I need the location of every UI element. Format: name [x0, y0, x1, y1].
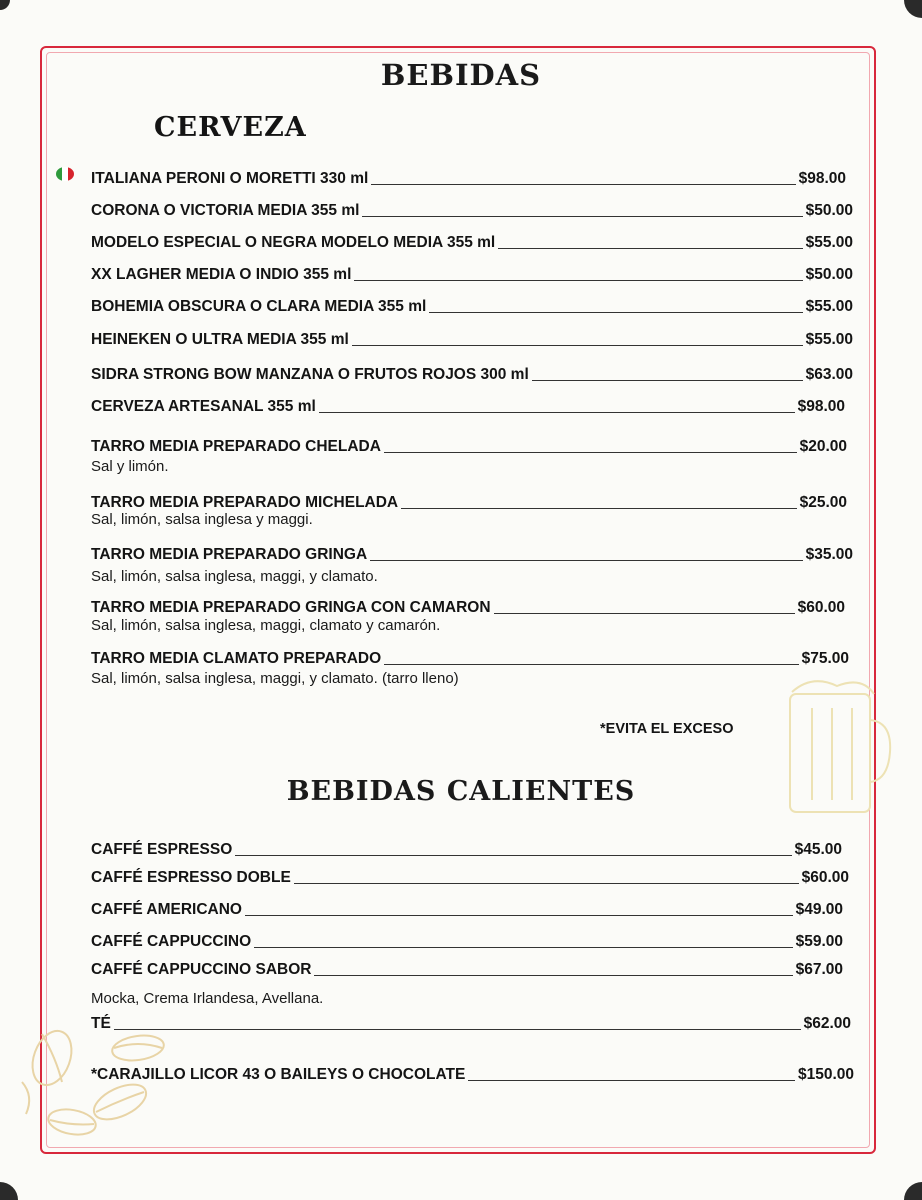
- moderation-note: *EVITA EL EXCESO: [600, 721, 734, 737]
- leader-line: [314, 975, 792, 976]
- page-corner: [904, 0, 922, 18]
- menu-item: [91, 901, 843, 919]
- menu-item: [91, 841, 842, 859]
- leader-line: [352, 345, 803, 346]
- menu-item-price: $55.00: [805, 234, 853, 251]
- menu-item-description: Sal, limón, salsa inglesa y maggi.: [91, 511, 313, 528]
- menu-item-price: $59.00: [795, 933, 843, 950]
- menu-item-name: CAFFÉ CAPPUCCINO: [91, 933, 252, 950]
- menu-item-name: TÉ: [91, 1015, 111, 1032]
- section-heading-calientes: BEBIDAS CALIENTES: [286, 776, 636, 807]
- menu-item-name: TARRO MEDIA PREPARADO CHELADA: [91, 438, 381, 455]
- menu-item-name: MODELO ESPECIAL O NEGRA MODELO MEDIA 355 ml: [91, 234, 496, 251]
- menu-item-price: $35.00: [805, 546, 853, 563]
- menu-item: [91, 170, 846, 188]
- menu-item: [91, 546, 853, 564]
- menu-item-price: $25.00: [799, 494, 847, 511]
- menu-item-name: CAFFÉ ESPRESSO: [91, 841, 233, 858]
- leader-line: [294, 883, 799, 884]
- menu-item: [91, 234, 853, 252]
- menu-item: [91, 202, 853, 220]
- menu-item-description: Sal, limón, salsa inglesa, maggi, y clamato.: [91, 568, 378, 585]
- leader-line: [254, 947, 792, 948]
- menu-item-description: Sal, limón, salsa inglesa, maggi, y clamato. (tarro lleno): [91, 670, 459, 687]
- leader-line: [429, 312, 802, 313]
- page-corner: [0, 1182, 18, 1200]
- coffee-beans-icon: [12, 1022, 172, 1162]
- menu-item-price: $62.00: [803, 1015, 851, 1032]
- menu-item-name: SIDRA STRONG BOW MANZANA O FRUTOS ROJOS 300 ml: [91, 366, 529, 383]
- menu-item-price: $55.00: [805, 331, 853, 348]
- menu-item-description: Sal, limón, salsa inglesa, maggi, clamato y camarón.: [91, 617, 441, 634]
- page-title: BEBIDAS: [380, 58, 542, 92]
- menu-item-description: Sal y limón.: [91, 458, 169, 475]
- menu-item-description: Mocka, Crema Irlandesa, Avellana.: [91, 990, 324, 1007]
- menu-item-price: $49.00: [795, 901, 843, 918]
- menu-item-name: CERVEZA ARTESANAL 355 ml: [91, 398, 316, 415]
- menu-item-price: $55.00: [805, 298, 853, 315]
- leader-line: [245, 915, 793, 916]
- leader-line: [371, 184, 795, 185]
- page-corner: [904, 1182, 922, 1200]
- menu-item: [91, 266, 853, 284]
- menu-item: [91, 1066, 854, 1084]
- page-corner: [0, 0, 10, 10]
- menu-item-price: $98.00: [798, 170, 846, 187]
- menu-item: [91, 599, 845, 617]
- leader-line: [498, 248, 802, 249]
- menu-item: [91, 869, 849, 887]
- menu-item-name: TARRO MEDIA PREPARADO GRINGA: [91, 546, 368, 563]
- menu-item-name: BOHEMIA OBSCURA O CLARA MEDIA 355 ml: [91, 298, 427, 315]
- menu-item-price: $60.00: [801, 869, 849, 886]
- leader-line: [384, 664, 798, 665]
- menu-item: [91, 366, 853, 384]
- leader-line: [401, 508, 796, 509]
- menu-item-price: $63.00: [805, 366, 853, 383]
- menu-item: [91, 933, 843, 951]
- menu-item-name: CAFFÉ AMERICANO: [91, 901, 242, 918]
- menu-item: [91, 398, 845, 416]
- leader-line: [354, 280, 802, 281]
- section-heading-cerveza: CERVEZA: [154, 112, 307, 143]
- menu-item: [91, 494, 847, 512]
- menu-item-price: $20.00: [799, 438, 847, 455]
- menu-item-name: CORONA O VICTORIA MEDIA 355 ml: [91, 202, 360, 219]
- menu-item: [91, 650, 849, 668]
- menu-item-price: $50.00: [805, 266, 853, 283]
- menu-item-name: ITALIANA PERONI O MORETTI 330 ml: [91, 170, 369, 187]
- leader-line: [370, 560, 802, 561]
- italian-flag-icon: [56, 167, 74, 181]
- leader-line: [235, 855, 791, 856]
- leader-line: [362, 216, 802, 217]
- menu-item-price: $150.00: [797, 1066, 854, 1083]
- menu-item: [91, 298, 853, 316]
- leader-line: [468, 1080, 795, 1081]
- menu-item-name: TARRO MEDIA PREPARADO GRINGA CON CAMARON: [91, 599, 491, 616]
- menu-item-name: *CARAJILLO LICOR 43 O BAILEYS O CHOCOLATE: [91, 1066, 466, 1083]
- menu-item-name: TARRO MEDIA CLAMATO PREPARADO: [91, 650, 382, 667]
- leader-line: [532, 380, 803, 381]
- leader-line: [114, 1029, 801, 1030]
- menu-item-price: $75.00: [801, 650, 849, 667]
- menu-item-name: CAFFÉ ESPRESSO DOBLE: [91, 869, 291, 886]
- leader-line: [494, 613, 795, 614]
- menu-item-name: XX LAGHER MEDIA O INDIO 355 ml: [91, 266, 352, 283]
- menu-item-name: CAFFÉ CAPPUCCINO SABOR: [91, 961, 312, 978]
- menu-item: [91, 438, 847, 456]
- menu-item-price: $50.00: [805, 202, 853, 219]
- menu-item-name: TARRO MEDIA PREPARADO MICHELADA: [91, 494, 399, 511]
- leader-line: [384, 452, 797, 453]
- menu-item-price: $98.00: [797, 398, 845, 415]
- menu-item: [91, 331, 853, 349]
- menu-item: [91, 961, 843, 979]
- leader-line: [319, 412, 795, 413]
- menu-item-price: $67.00: [795, 961, 843, 978]
- menu-item: [91, 1015, 851, 1033]
- menu-item-price: $60.00: [797, 599, 845, 616]
- menu-item-price: $45.00: [794, 841, 842, 858]
- menu-item-name: HEINEKEN O ULTRA MEDIA 355 ml: [91, 331, 349, 348]
